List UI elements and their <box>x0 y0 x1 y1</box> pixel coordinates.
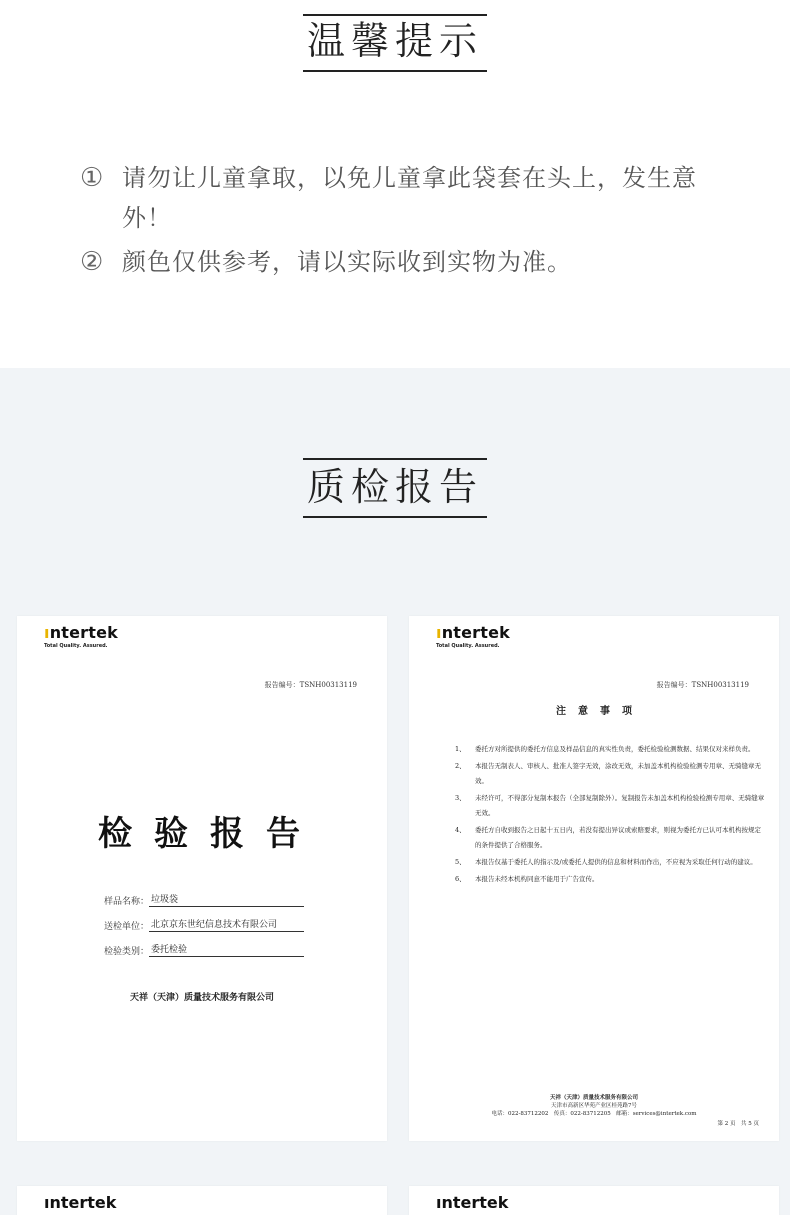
notes-title: 注意事项 <box>556 706 644 717</box>
inspection-report-section <box>0 368 790 1215</box>
notice-section <box>0 0 790 368</box>
note-text: 未经许可，不得部分复制本报告（全部复制除外）。复制报告未加盖本机构检验检测专用章、无骑缝章无效。 <box>475 794 765 817</box>
intertek-logo: ıntertek <box>44 1193 117 1212</box>
notice-list <box>80 158 720 282</box>
logo-wordmark: ıntertek <box>44 623 119 642</box>
footer-address: 天津市高新区华苑产业区桂苑路7号 <box>550 1103 637 1109</box>
note-number: 4、 <box>455 826 466 834</box>
page-indicator: 第 2 页 共 5 页 <box>717 1121 759 1127</box>
cover-company: 天祥（天津）质量技术服务有限公司 <box>129 993 274 1003</box>
logo-wordmark: ıntertek <box>436 623 511 642</box>
note-text: 委托方自收到报告之日起十五日内，若没有提出异议或索赔要求，则视为委托方已认可本机构按规定的条件提供了合格服务。 <box>475 826 761 849</box>
cover-title: 检验报告 <box>98 814 322 854</box>
report-page-4[interactable] <box>409 1186 779 1215</box>
intertek-logo: ıntertek <box>436 1193 509 1212</box>
field-value: 委托检验 <box>149 942 304 957</box>
footer-contact: 电话：022-83712202 传真：022-83712205 邮箱：services@intertek.com <box>491 1111 697 1117</box>
note-number: 1、 <box>455 745 466 753</box>
note-item <box>455 855 765 870</box>
note-text: 本报告无制表人、审核人、批准人签字无效，涂改无效，未加盖本机构检验检测专用章、无骑缝章无效。 <box>475 762 761 785</box>
note-number: 5、 <box>455 858 466 866</box>
report-notes-page[interactable] <box>409 616 779 1141</box>
logo-tagline: Total Quality. Assured. <box>436 643 500 649</box>
field-submitter <box>101 907 304 932</box>
notice-item-text: 颜色仅供参考，请以实际收到实物为准。 <box>122 248 572 276</box>
note-number: 6、 <box>455 875 466 883</box>
note-item <box>455 872 765 887</box>
notice-item-number: ② <box>80 247 104 277</box>
report-number: 报告编号：TSNH00313119 <box>656 681 749 689</box>
report-page-3[interactable] <box>17 1186 387 1215</box>
cover-fields <box>101 882 304 957</box>
field-test-type <box>101 932 304 957</box>
notice-item-text: 请勿让儿童拿取，以免儿童拿此袋套在头上，发生意外！ <box>122 164 697 232</box>
field-value: 垃圾袋 <box>149 892 304 907</box>
note-number: 3、 <box>455 794 466 802</box>
note-text: 本报告未经本机构同意不能用于广告宣传。 <box>475 875 599 883</box>
intertek-logo <box>44 624 118 649</box>
note-item <box>455 791 765 821</box>
note-number: 2、 <box>455 762 466 770</box>
notice-item <box>80 242 720 282</box>
intertek-logo <box>436 624 510 649</box>
report-number: 报告编号：TSNH00313119 <box>264 681 357 689</box>
notice-item-number: ① <box>80 163 104 193</box>
notice-title: 温馨提示 <box>303 14 487 72</box>
note-text: 委托方对所提供的委托方信息及样品信息的真实性负责，委托检验检测数据、结果仅对来样负责。 <box>475 745 755 753</box>
field-label: 检验类别： <box>103 947 149 957</box>
footer-company: 天祥（天津）质量技术服务有限公司 <box>549 1095 638 1101</box>
field-sample-name <box>101 882 304 907</box>
note-item <box>455 759 765 789</box>
report-cover-page[interactable] <box>17 616 387 1141</box>
report-title: 质检报告 <box>303 458 487 518</box>
notes-footer <box>409 1094 779 1118</box>
notes-list <box>455 742 765 889</box>
note-text: 本报告仅基于委托人的指示及/或委托人提供的信息和材料而作出，不应视为采取任何行动的建议。 <box>475 858 757 866</box>
notice-item <box>80 158 720 238</box>
logo-tagline: Total Quality. Assured. <box>44 643 108 649</box>
field-value: 北京京东世纪信息技术有限公司 <box>149 917 304 932</box>
field-label: 送检单位： <box>103 922 149 932</box>
note-item <box>455 742 765 757</box>
field-label: 样品名称： <box>103 897 149 907</box>
note-item <box>455 823 765 853</box>
